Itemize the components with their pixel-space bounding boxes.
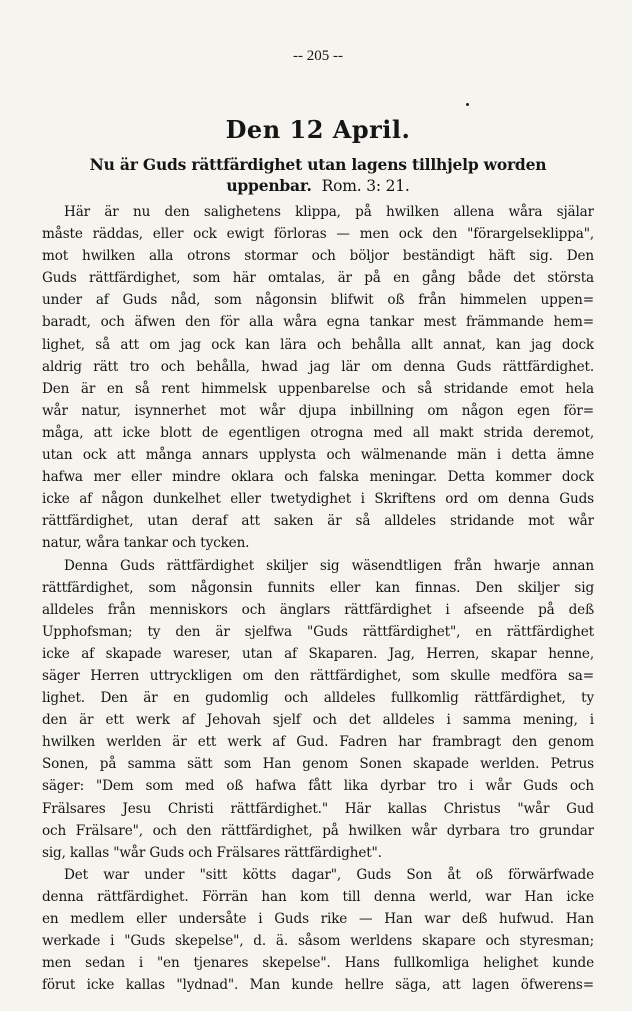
text-line: rättfärdighet, utan deraf att saken är så alldeles stridande mot wår [42, 513, 594, 530]
text-line: säger Herren uttryckligen om den rättfärdighet, som skulle medföra sa= [42, 667, 594, 684]
text-line: säger: "Dem som med oß hafwa fått lika dyrbar tro i wår Guds och [42, 778, 594, 795]
text-line: wår natur, isynnerhet mot wår djupa inbillning om någon egen för= [42, 402, 594, 419]
text-line: mot hwilken alla otrons stormar och böljor beständigt häft sig. Den [42, 248, 594, 265]
text-line: sig, kallas "wår Guds och Frälsares rättfärdighet". [42, 844, 382, 861]
text-line: men sedan i "en tjenares skepelse". Hans fullkomliga helighet kunde [42, 955, 594, 972]
text-line: aldrig rätt tro och behålla, hwad jag lär om denna Guds rättfärdighet. [42, 358, 594, 375]
text-line: Den är en så rent himmelsk uppenbarelse och så stridande emot hela [42, 380, 594, 397]
devotion-title [42, 154, 594, 197]
text-line: denna rättfärdighet. Förrän han kom till denna werld, war Han icke [42, 888, 594, 905]
scripture-reference: Rom. 3: 21. [321, 177, 410, 195]
text-line: måste räddas, eller ock ewigt förloras — men ock den "förargelseklippa", [42, 226, 594, 243]
text-line: Guds rättfärdighet, som här omtalas, är på en gång både det största [42, 270, 594, 287]
text-line: utan ock att många annars upplysta och wälmenande män i detta ämne [42, 447, 594, 464]
text-line: rättfärdighet, som någonsin funnits eller kan finnas. Den skiljer sig [42, 579, 594, 596]
text-line: Denna Guds rättfärdighet skiljer sig wäsendtligen från hwarje annan [64, 557, 594, 574]
text-line: Sonen, på samma sätt som Han genom Sonen skapade werlden. Petrus [42, 756, 594, 773]
text-line: den är ett werk af Jehovah sjelf och det alldeles i samma mening, i [42, 712, 594, 729]
text-line: lighet. Den är en gudomlig och alldeles fullkomlig rättfärdighet, ty [42, 690, 594, 707]
ink-speck [466, 103, 469, 106]
text-line: en medlem eller undersåte i Guds rike — Han war deß hufwud. Han [42, 911, 594, 927]
text-line: natur, wåra tankar och tycken. [42, 535, 250, 552]
text-line: Frälsares Jesu Christi rättfärdighet." Här kallas Christus "wår Gud [42, 800, 594, 817]
text-line: hafwa mer eller mindre oklara och falska meningar. Detta kommer dock [42, 469, 594, 486]
text-line: Här är nu den salighetens klippa, på hwilken allena wåra själar [64, 204, 594, 220]
text-line: Upphofsman; ty den är sjelfwa "Guds rättfärdighet", en rättfärdighet [42, 623, 594, 640]
text-line: förut icke kallas "lydnad". Man kunde hellre säga, att lagen öfwerens= [42, 977, 594, 994]
text-line: werkade i "Guds skepelse", d. ä. såsom werldens skapare och styresman; [42, 933, 594, 950]
body-text [42, 201, 594, 996]
text-line: under af Guds nåd, som någonsin blifwit oß från himmelen uppen= [42, 292, 594, 309]
text-line: icke af någon dunkelhet eller twetydighet i Skriftens ord om denna Guds [42, 491, 594, 508]
title-line-2 [42, 175, 594, 197]
title-line-2-text: uppenbar. [226, 176, 312, 195]
title-line-1: Nu är Guds rättfärdighet utan lagens tillhjelp worden [89, 155, 547, 174]
text-line: lighet, så att om jag ock kan lära och behålla allt annat, kan jag dock [42, 336, 594, 353]
text-line: icke af skapade wareser, utan af Skaparen. Jag, Herren, skapar henne, [42, 645, 594, 662]
date-heading: Den 12 April. [225, 115, 411, 144]
text-line: baradt, och äfwen den för alla wåra egna tankar mest främmande hem= [42, 314, 594, 331]
text-line: alldeles från menniskors och änglars rättfärdighet i afseende på deß [42, 601, 594, 618]
text-line: måga, att icke blott de egentligen otrogna med all makt strida deremot, [42, 424, 594, 441]
text-line: och Frälsare", och den rättfärdighet, på hwilken wår dyrbara tro grundar [42, 822, 594, 839]
text-line: hwilken werlden är ett werk af Gud. Fadren har frambragt den genom [42, 734, 594, 751]
page-number: -- 205 -- [293, 48, 343, 64]
text-line: Det war under "sitt kötts dagar", Guds Son åt oß förwärfwade [64, 866, 594, 883]
